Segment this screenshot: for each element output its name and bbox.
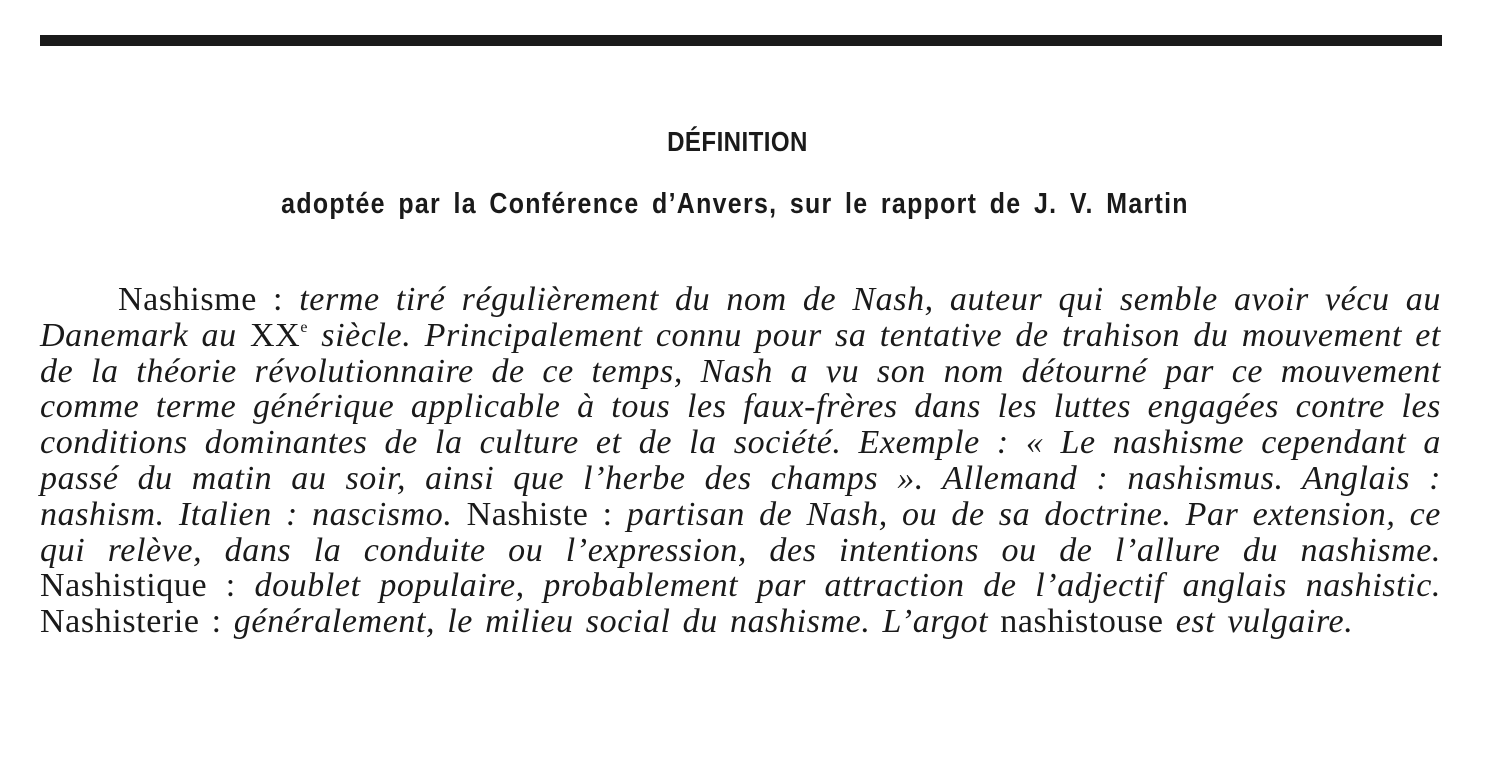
definition-text: siècle. Principalement connu pour sa tentative de trahison du mouvement et de la théorie révolutionnaire de ce temps, Nash a vu son nom détourné par ce mouvement comme terme générique applicable à tous les faux-frères dans les luttes engagées contre les conditions dominantes de la culture et de la société. Exemple : « Le nashisme cependant a passé du matin au soir, ainsi que l’herbe des champs ». Allemand : nashismus. Anglais : nashism. Italien : nascismo. (40, 316, 1441, 533)
term-nashistouse: nashistouse (1000, 603, 1164, 641)
century-numeral: XX (250, 316, 301, 354)
definition-text: terme tiré régulièrement du nom de Nash, auteur qui semble avoir vécu au Danemark au (40, 281, 1441, 354)
term-nashisterie: Nashisterie : (40, 603, 234, 641)
definition-text: est vulgaire. (1163, 603, 1354, 641)
term-nashiste: Nashiste : (452, 495, 627, 533)
page-title: DÉFINITION (667, 126, 808, 157)
page-subtitle: adoptée par la Conférence d’Anvers, sur le rapport de J. V. Martin (281, 188, 1189, 220)
term-nashistique: Nashistique : (40, 567, 255, 605)
top-rule (40, 35, 1442, 46)
definition-text: partisan de Nash, ou de sa doctrine. Par extension, ce qui relève, dans la conduite ou l’expression, des intentions ou de l’allure du nashisme. (40, 495, 1441, 569)
term-nashisme: Nashisme : (118, 281, 300, 318)
definition-text: doublet populaire, probablement par attraction de l’adjectif anglais nashistic. (254, 567, 1441, 605)
century-superscript: e (300, 318, 309, 336)
definition-paragraph (40, 282, 1441, 640)
definition-text: généralement, le milieu social du nashisme. L’argot (233, 603, 1001, 641)
